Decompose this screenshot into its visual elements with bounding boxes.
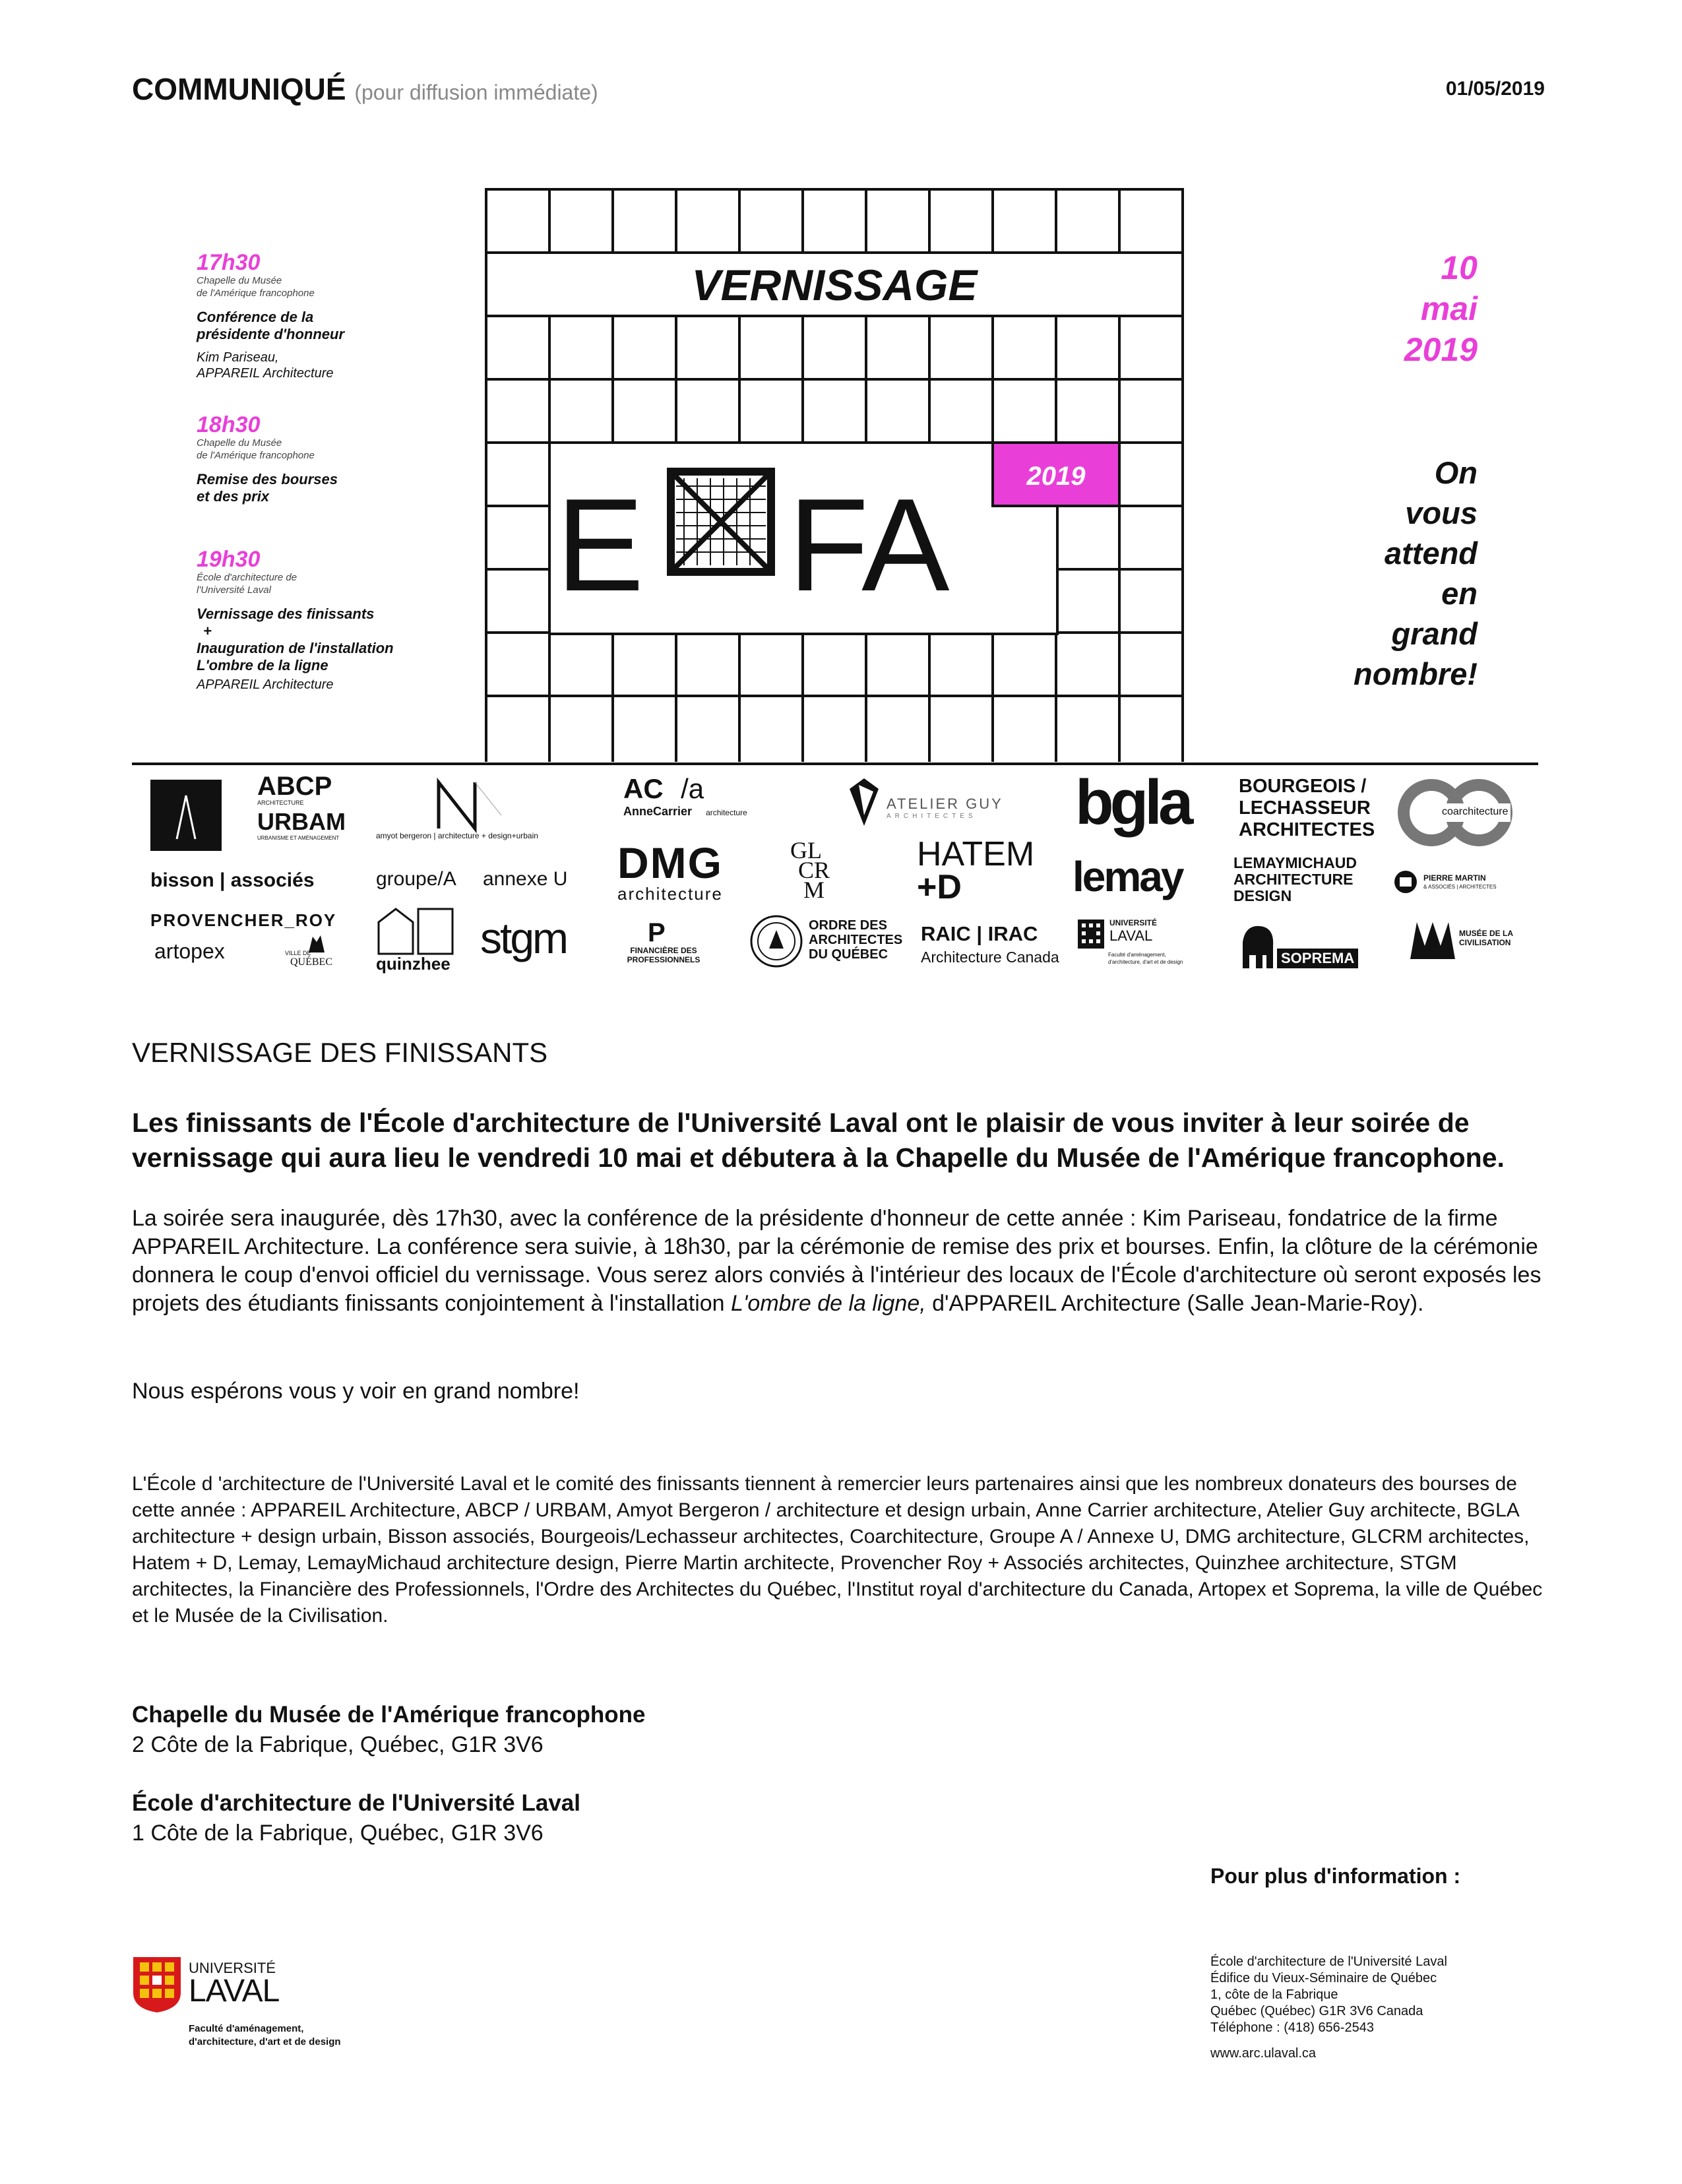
faculty-line: Faculté d'aménagement,	[189, 2023, 304, 2034]
schedule-description: Inauguration de l'installation	[197, 640, 394, 656]
expo-logo-e: E	[556, 472, 644, 619]
ul-footer-text: LAVAL	[189, 1974, 280, 2009]
atelier-mark-icon	[844, 776, 883, 828]
poster-grid	[485, 188, 1191, 762]
hatem-line: HATEM	[917, 835, 1035, 873]
ul-faculty: Faculté d'aménagement, d'architecture, d'art et de design	[1108, 952, 1183, 965]
soprema-logo	[1239, 922, 1355, 974]
event-date	[1404, 247, 1478, 370]
faculty-line: d'architecture, d'art et de design	[189, 2036, 341, 2047]
pierre-martin-sub: & ASSOCIÉS | ARCHITECTES	[1423, 884, 1497, 890]
soprema-text: SOPREMA	[1277, 949, 1358, 968]
closing-paragraph: Nous espérons vous y voir en grand nombre!	[132, 1379, 580, 1404]
atelier-text: ATELIER GUY	[887, 796, 1003, 812]
ul-shield-icon	[1076, 918, 1106, 950]
schedule-venue: l'Université Laval	[197, 584, 271, 596]
schedule-item-1830	[197, 413, 460, 505]
provencher-roy-logo: PROVENCHER_ROY	[150, 910, 337, 930]
pierre-martin-text: PIERRE MARTIN	[1423, 873, 1486, 883]
communique-title: COMMUNIQUÉ	[132, 72, 346, 106]
amyot-bergeron-logo	[376, 776, 538, 840]
year-badge-label: 2019	[1026, 462, 1086, 491]
abcp-sub: ARCHITECTURE	[257, 799, 304, 806]
body-text: d'APPAREIL Architecture (Salle Jean-Marie-Roy).	[925, 1291, 1424, 1316]
dmg-text: DMG	[617, 838, 723, 887]
quinzhee-mark-icon	[376, 906, 458, 956]
lemay-logo: lemay	[1073, 853, 1183, 900]
bisson-logo: bisson | associés	[150, 869, 315, 891]
mcq-line: MUSÉE DE LA	[1459, 929, 1514, 938]
stgm-logo: stgm	[480, 914, 567, 962]
pierre-martin-mark-icon	[1393, 869, 1418, 894]
glcrm-logo	[790, 837, 830, 903]
vernissage-title: VERNISSAGE	[691, 261, 978, 309]
venue-address: 2 Côte de la Fabrique, Québec, G1R 3V6	[132, 1732, 544, 1757]
contact-line: École d'architecture de l'Université Laval	[1210, 1954, 1447, 1969]
quebec-text: QUÉBEC	[290, 956, 332, 968]
schedule-description: Vernissage des finissants	[197, 606, 375, 622]
invite-line: nombre!	[1354, 656, 1478, 691]
dmg-sub: architecture	[617, 884, 723, 904]
mcq-mark-icon	[1409, 920, 1456, 962]
hatem-d-logo	[917, 835, 1035, 906]
glcrm-line: GL	[790, 837, 822, 863]
event-day: 10	[1441, 249, 1478, 286]
invite-line: en	[1441, 576, 1478, 611]
schedule-plus: +	[203, 623, 212, 639]
hatem-line: +D	[917, 868, 962, 906]
event-month: mai	[1420, 290, 1478, 327]
schedule-description: présidente d'honneur	[197, 326, 345, 342]
invite-line: grand	[1391, 616, 1478, 651]
schedule-venue: École d'architecture de	[197, 572, 297, 583]
ul-crest-icon	[132, 1956, 182, 2014]
lemaymichaud-line: DESIGN	[1233, 887, 1292, 904]
anne-a: /a	[681, 773, 704, 804]
lead-paragraph: Les finissants de l'École d'architecture de l'Université Laval ont le plaisir de vous inviter à leur soirée de vernissage qui aura lieu le vendredi 10 mai et débutera à la Chapelle du Musée de l'Amérique francophone.	[132, 1108, 1505, 1173]
ul-text: UNIVERSITÉ	[1109, 918, 1158, 927]
raic-text: RAIC | IRAC	[921, 922, 1038, 945]
contact-line: Édifice du Vieux-Séminaire de Québec	[1210, 1971, 1437, 1985]
contact-line: 1, côte de la Fabrique	[1210, 1987, 1338, 2002]
artopex-logo: artopex	[154, 939, 225, 963]
raic-logo	[921, 922, 1059, 966]
event-year: 2019	[1404, 331, 1478, 368]
glcrm-line: M	[803, 877, 825, 903]
expo-logo-fa: FA	[788, 472, 950, 619]
anne-ac: AC	[623, 773, 664, 804]
financiere-logo	[624, 920, 703, 964]
atelier-guy-logo	[844, 776, 1003, 832]
faculty-name	[189, 2022, 341, 2049]
annexe-u-logo: annexe U	[483, 868, 568, 890]
appareil-logo	[150, 780, 222, 851]
pierre-martin-logo	[1393, 869, 1497, 898]
contact-block	[1210, 1954, 1447, 2062]
bourgeois-line: ARCHITECTES	[1239, 819, 1375, 840]
urbam-text: URBAM	[257, 808, 346, 835]
anne-name: AnneCarrier	[623, 805, 693, 818]
lemaymichaud-line: LEMAYMICHAUD	[1233, 854, 1357, 871]
oaq-text	[809, 918, 902, 962]
lemaymichaud-line: ARCHITECTURE	[1233, 871, 1354, 888]
ville-text: VILLE DE	[285, 950, 311, 956]
venue-name: Chapelle du Musée de l'Amérique francophone	[132, 1702, 646, 1728]
bgla-logo: bgla	[1075, 767, 1190, 838]
schedule-speaker: APPAREIL Architecture	[197, 366, 334, 381]
bourgeois-line: LECHASSEUR	[1239, 797, 1371, 819]
schedule-description: Conférence de la	[197, 309, 314, 325]
abcp-urbam-logo	[257, 773, 346, 841]
dmg-logo	[617, 838, 723, 904]
mcq-text	[1459, 929, 1513, 947]
anne-carrier-logo	[623, 773, 747, 819]
contact-line: Téléphone : (418) 656-2543	[1210, 2020, 1374, 2035]
amyot-mark-icon	[376, 776, 514, 835]
oaq-line: ORDRE DES	[809, 918, 887, 933]
schedule-speaker: Kim Pariseau,	[197, 350, 279, 365]
schedule-venue: de l'Amérique francophone	[197, 288, 315, 299]
ul-text: LAVAL	[1109, 927, 1153, 944]
schedule-description: L'ombre de la ligne	[197, 657, 328, 673]
musee-civilisation-logo	[1409, 920, 1514, 965]
universite-laval-sponsor-logo	[1076, 918, 1183, 965]
invitation-message	[1354, 452, 1478, 694]
venue-address: 1 Côte de la Fabrique, Québec, G1R 3V6	[132, 1821, 544, 1846]
invite-line: On	[1434, 455, 1478, 490]
soprema-mammoth-icon	[1239, 922, 1276, 971]
universite-laval-logo	[132, 1956, 280, 2017]
communique-subtitle: (pour diffusion immédiate)	[354, 80, 598, 104]
financiere-line: PROFESSIONNELS	[627, 955, 701, 964]
raic-sub: Architecture Canada	[921, 949, 1059, 966]
anne-arch: architecture	[706, 808, 747, 817]
oaq-line: DU QUÉBEC	[809, 947, 888, 962]
schedule-venue: de l'Amérique francophone	[197, 450, 315, 461]
communique-heading	[132, 71, 598, 107]
schedule-venue: Chapelle du Musée	[197, 437, 282, 449]
oaq-logo	[749, 914, 903, 972]
urbam-sub: URBANISME ET AMÉNAGEMENT	[257, 835, 340, 841]
body-text: La soirée sera inaugurée, dès 17h30, avec la conférence de la présidente d'honneur de cette année : Kim Pariseau, fondatrice de la firme APPAREIL Architecture. La conférence sera suivie, à 18h30, par la cérémonie de remise des prix et bourses. Enfin, la clôture de la cérémonie donnera le coup d'envoi officiel du vernissage. Vous serez alors conviés à l'intérieur des locaux de l'École d'architecture où seront exposés les projets des étudiants finissants conjointement à l'installation	[132, 1206, 1542, 1316]
lemaymichaud-logo	[1233, 855, 1357, 904]
invite-line: attend	[1385, 536, 1478, 571]
installation-title: L'ombre de la ligne,	[731, 1291, 926, 1316]
contact-line: Québec (Québec) G1R 3V6 Canada	[1210, 2004, 1423, 2018]
website-link[interactable]: www.arc.ulaval.ca	[1210, 2046, 1317, 2061]
ul-footer-text: UNIVERSITÉ	[189, 1960, 276, 1976]
schedule-speaker: APPAREIL Architecture	[197, 677, 334, 692]
oaq-seal-icon	[749, 914, 803, 968]
ville-quebec-logo	[282, 933, 332, 968]
coarchitecture-logo	[1397, 778, 1516, 850]
mcq-line: CIVILISATION	[1459, 938, 1511, 947]
glcrm-line: CR	[798, 857, 830, 883]
bourgeois-line: BOURGEOIS /	[1239, 776, 1367, 797]
schedule-time: 19h30	[197, 547, 261, 572]
quinzhee-text: quinzhee	[376, 954, 451, 974]
schedule-venue: Chapelle du Musée	[197, 275, 282, 286]
amyot-text: amyot bergeron | architecture + design+urbain	[376, 831, 538, 840]
coarchitecture-text: coarchitecture	[1442, 806, 1509, 817]
financiere-line: FINANCIÈRE DES	[630, 946, 697, 955]
bourgeois-lechasseur-logo	[1239, 776, 1375, 841]
atelier-sub: ARCHITECTES	[887, 813, 977, 820]
abcp-text: ABCP	[257, 772, 332, 801]
schedule-item-1730	[197, 251, 460, 381]
invite-line: vous	[1405, 495, 1478, 530]
quinzhee-logo	[376, 906, 458, 974]
financiere-p-icon: P	[648, 918, 666, 947]
schedule-time: 17h30	[197, 250, 261, 275]
release-date: 01/05/2019	[1445, 78, 1545, 100]
oaq-line: ARCHITECTES	[809, 933, 903, 947]
schedule-item-1930	[197, 547, 460, 693]
thanks-paragraph: L'École d 'architecture de l'Université Laval et le comité des finissants tiennent à remercier leurs partenaires ainsi que les nombreux donateurs des bourses de cette année : APPAREIL Architecture, ABCP / URBAM, Amyot Bergeron / architecture et design urbain, Anne Carrier architecture, Atelier Guy architecte, BGLA architecture + design urbain, Bisson associés, Bourgeois/Lechasseur architectes, Coarchitecture, Groupe A / Annexe U, DMG architecture, GLCRM architectes, Hatem + D, Lemay, LemayMichaud architecture design, Pierre Martin architecte, Provencher Roy + Associés architectes, Quinzhee architecture, STGM architectes, la Financière des Professionnels, l'Ordre des Architectes du Québec, l'Institut royal d'architecture du Canada, Artopex et Soprema, la ville de Québec et le Musée de la Civilisation.	[132, 1473, 1543, 1627]
body-paragraph	[132, 1204, 1550, 1318]
venue-name: École d'architecture de l'Université Laval	[132, 1790, 580, 1816]
schedule-description: Remise des bourses	[197, 471, 338, 487]
sponsor-divider	[132, 763, 1538, 765]
schedule-description: et des prix	[197, 488, 270, 505]
more-info-heading: Pour plus d'information :	[1210, 1864, 1461, 1888]
schedule-time: 18h30	[197, 412, 261, 437]
appareil-mark-icon	[150, 780, 222, 851]
groupe-a-logo: groupe/A	[376, 868, 456, 890]
anne-name-row	[623, 805, 747, 819]
section-title: VERNISSAGE DES FINISSANTS	[132, 1037, 548, 1068]
